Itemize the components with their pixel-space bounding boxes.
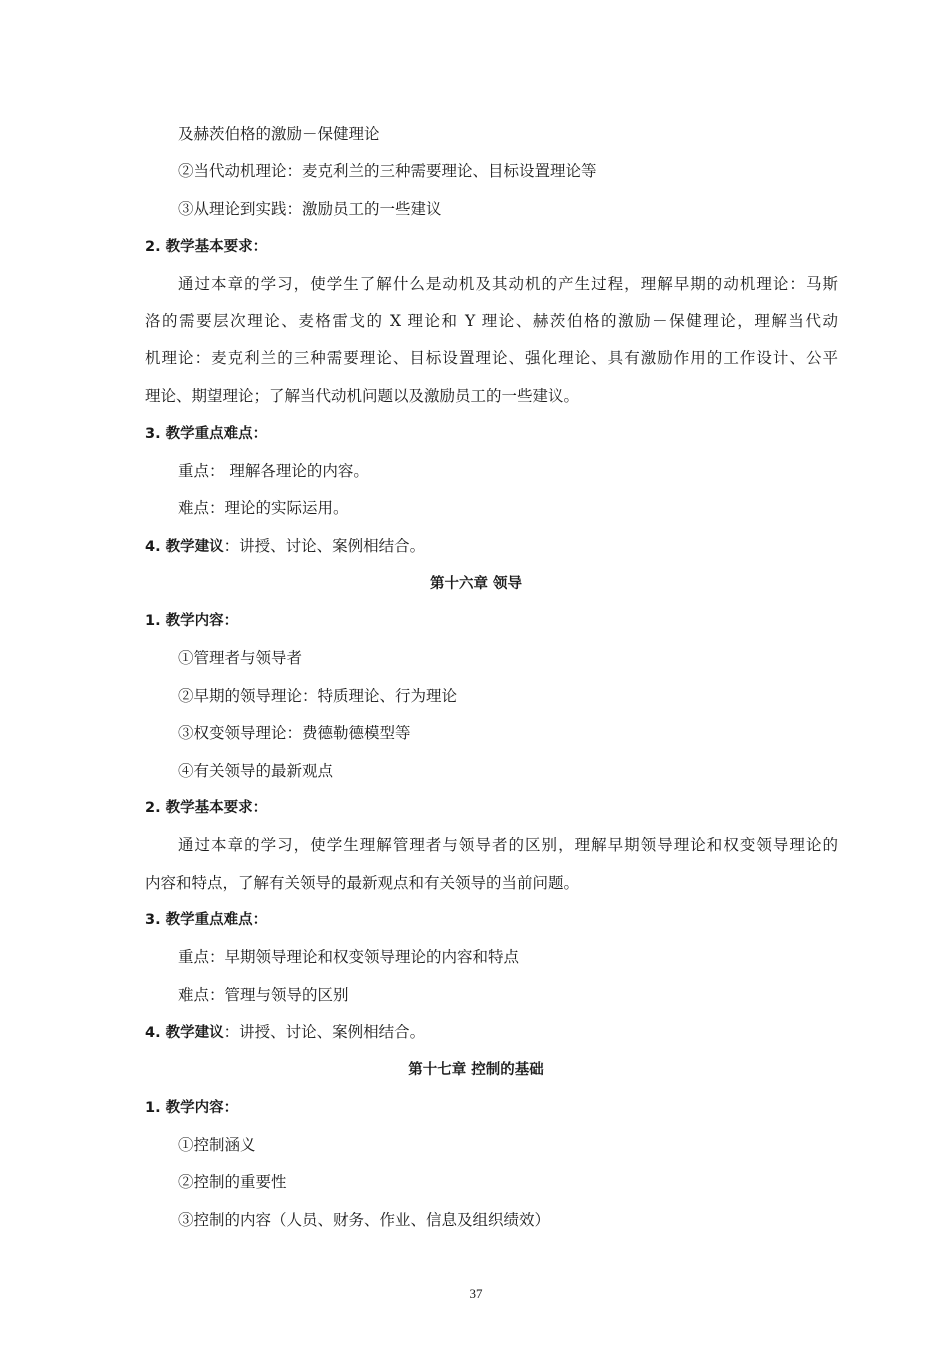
content-item: ③控制的内容（人员、财务、作业、信息及组织绩效） bbox=[178, 1211, 551, 1229]
section-heading: 2. 教学基本要求： bbox=[145, 239, 268, 255]
section-heading: 3. 教学重点难点： bbox=[145, 426, 268, 442]
paragraph-line: 理论、期望理论；了解当代动机问题以及激励员工的一些建议。 bbox=[145, 387, 580, 405]
content-item: ②早期的领导理论：特质理论、行为理论 bbox=[178, 687, 458, 705]
difficulty-point: 难点：管理与领导的区别 bbox=[178, 986, 349, 1004]
section-heading: 2. 教学基本要求： bbox=[145, 800, 268, 816]
content-item: ③从理论到实践：激励员工的一些建议 bbox=[178, 200, 442, 218]
section-heading: 1. 教学内容： bbox=[145, 1100, 239, 1116]
paragraph-line: 内容和特点，了解有关领导的最新观点和有关领导的当前问题。 bbox=[145, 874, 580, 892]
section-heading: 4. 教学建议 bbox=[145, 1025, 224, 1041]
page-number: 37 bbox=[469, 1286, 483, 1301]
section-heading: 4. 教学建议 bbox=[145, 539, 224, 555]
section-heading: 3. 教学重点难点： bbox=[145, 912, 268, 928]
section-heading: 1. 教学内容： bbox=[145, 613, 239, 629]
paragraph-line: 通过本章的学习，使学生了解什么是动机及其动机的产生过程，理解早期的动机理论：马斯 bbox=[178, 275, 838, 293]
content-item: ②当代动机理论：麦克利兰的三种需要理论、目标设置理论等 bbox=[178, 162, 597, 180]
key-point: 重点： 理解各理论的内容。 bbox=[178, 462, 369, 480]
paragraph-line: 洛的需要层次理论、麦格雷戈的 X 理论和 Y 理论、赫茨伯格的激励－保健理论，理解当代动 bbox=[145, 312, 838, 330]
content-item: 及赫茨伯格的激励－保健理论 bbox=[178, 125, 380, 143]
content-item: ③权变领导理论：费德勒德模型等 bbox=[178, 724, 411, 742]
advice-text: ：讲授、讨论、案例相结合。 bbox=[223, 1023, 426, 1041]
key-point: 重点：早期领导理论和权变领导理论的内容和特点 bbox=[178, 948, 520, 966]
content-item: ①控制涵义 bbox=[178, 1136, 256, 1154]
content-item: ①管理者与领导者 bbox=[178, 649, 303, 667]
content-item: ④有关领导的最新观点 bbox=[178, 762, 334, 780]
advice-line bbox=[145, 1021, 425, 1044]
difficulty-point: 难点：理论的实际运用。 bbox=[178, 499, 349, 517]
advice-text: ：讲授、讨论、案例相结合。 bbox=[223, 537, 426, 555]
chapter-title: 第十七章 控制的基础 bbox=[408, 1062, 544, 1078]
advice-line bbox=[145, 535, 425, 558]
content-item: ②控制的重要性 bbox=[178, 1173, 287, 1191]
chapter-title: 第十六章 领导 bbox=[429, 576, 523, 592]
paragraph-line: 通过本章的学习，使学生理解管理者与领导者的区别，理解早期领导理论和权变领导理论的 bbox=[178, 836, 838, 854]
paragraph-line: 机理论：麦克利兰的三种需要理论、目标设置理论、强化理论、具有激励作用的工作设计、公平 bbox=[145, 349, 838, 367]
